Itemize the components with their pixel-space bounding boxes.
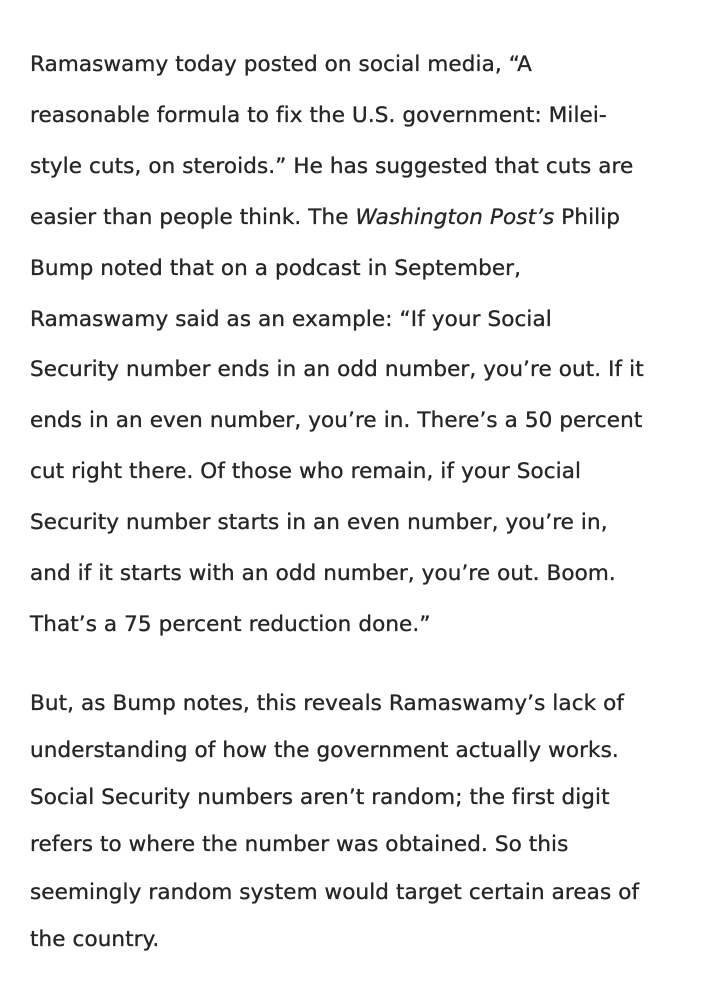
paragraph-line: That’s a 75 percent reduction done.” xyxy=(30,611,431,637)
paragraph-line-with-publication xyxy=(30,193,692,244)
article-paragraph-1 xyxy=(30,40,692,651)
paragraph-line: refers to where the number was obtained. So this xyxy=(30,832,569,858)
paragraph-line: Security number ends in an odd number, you’re out. If it xyxy=(30,357,644,383)
paragraph-line: understanding of how the government actually works. xyxy=(30,738,619,764)
paragraph-line: reasonable formula to fix the U.S. government: Milei- xyxy=(30,102,607,128)
paragraph-line: Security number starts in an even number, you’re in, xyxy=(30,510,608,536)
paragraph-line: Bump noted that on a podcast in September, xyxy=(30,255,522,281)
text-after-publication: Philip xyxy=(554,204,621,230)
paragraph-line: Ramaswamy today posted on social media, “A xyxy=(30,52,532,77)
paragraph-line: Ramaswamy said as an example: “If your Social xyxy=(30,306,552,332)
article-paragraph-2 xyxy=(30,680,692,963)
paragraph-line: But, as Bump notes, this reveals Ramaswamy’s lack of xyxy=(30,690,625,716)
article-body xyxy=(30,40,692,963)
paragraph-line: Social Security numbers aren’t random; the first digit xyxy=(30,785,610,811)
paragraph-line: ends in an even number, you’re in. There’s a 50 percent xyxy=(30,408,643,434)
paragraph-line: the country. xyxy=(30,926,160,952)
paragraph-line: style cuts, on steroids.” He has suggested that cuts are xyxy=(30,153,634,179)
publication-name: Washington Post’s xyxy=(355,204,555,230)
text-before-publication: easier than people think. The xyxy=(30,204,356,230)
paragraph-line: seemingly random system would target certain areas of xyxy=(30,879,640,905)
paragraph-line: cut right there. Of those who remain, if your Social xyxy=(30,459,582,485)
paragraph-line: and if it starts with an odd number, you’re out. Boom. xyxy=(30,561,616,587)
